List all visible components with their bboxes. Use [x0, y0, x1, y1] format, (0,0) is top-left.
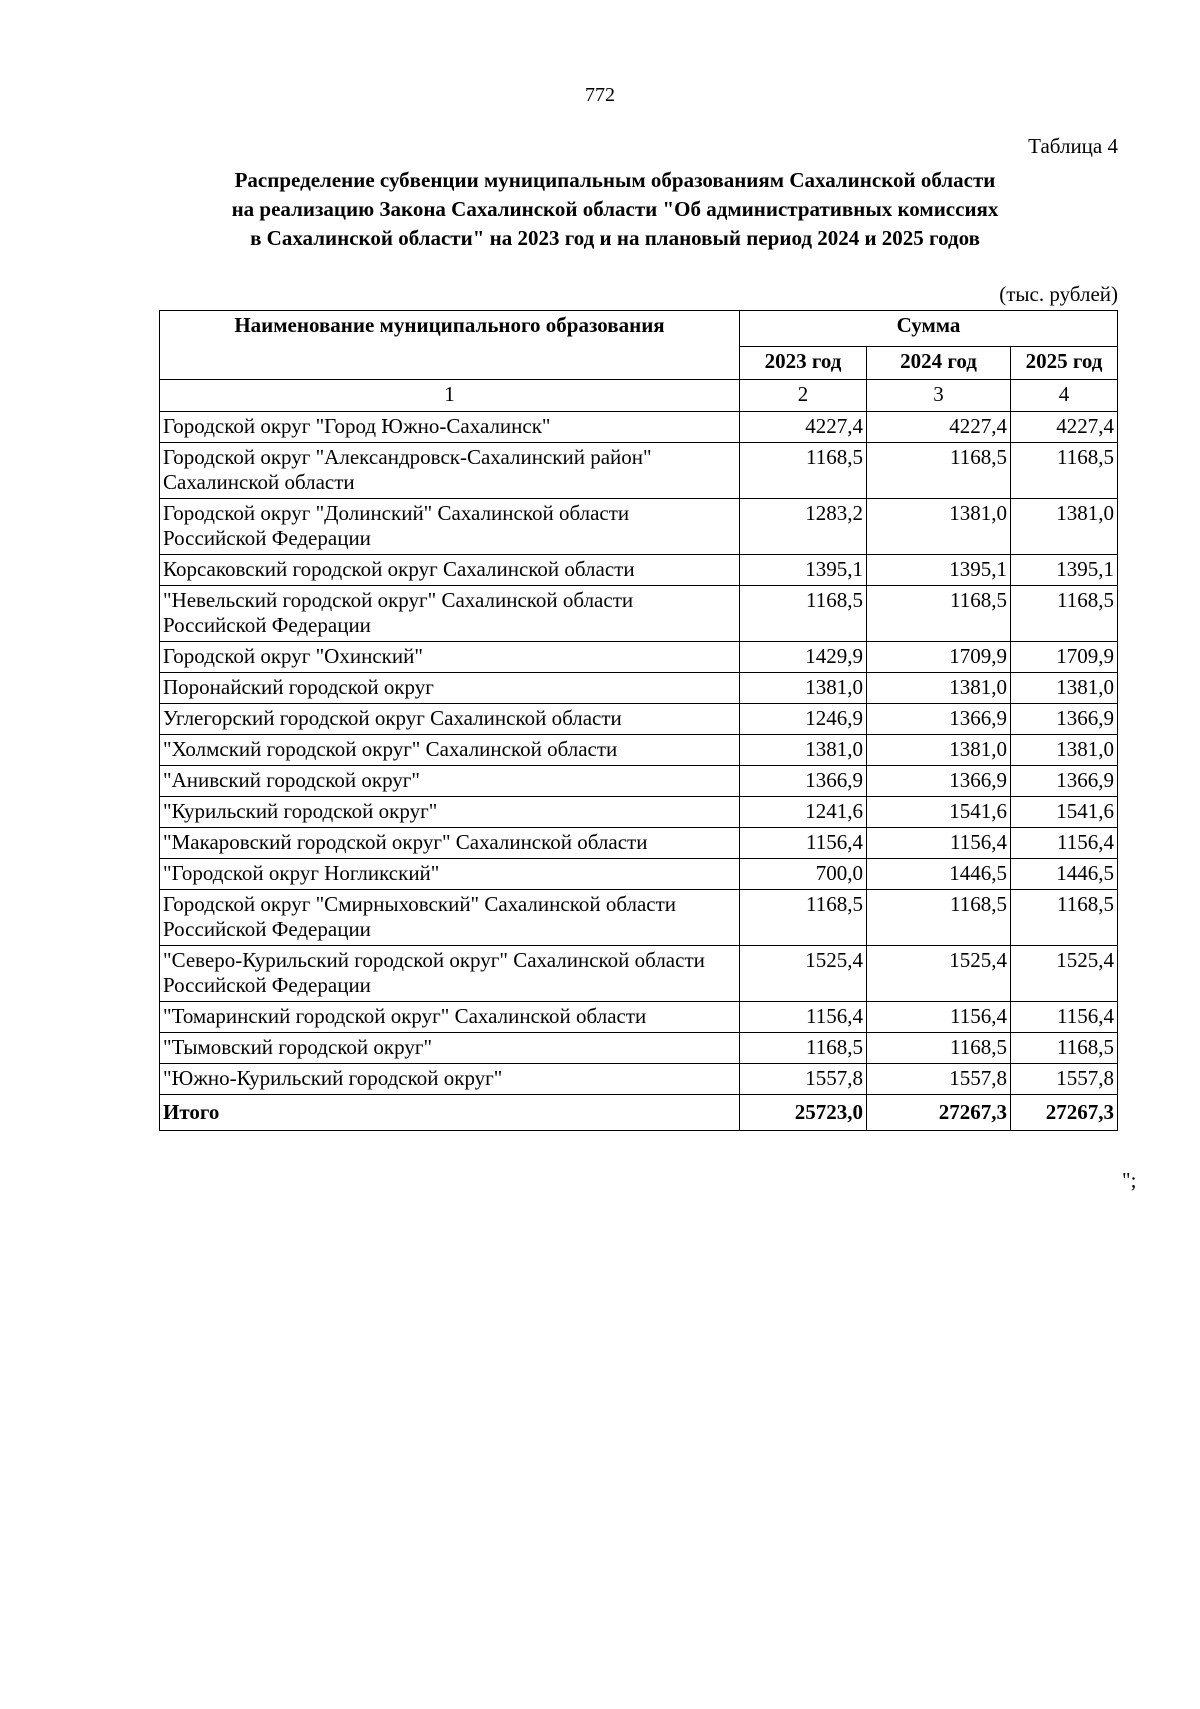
header-year-2025: 2025 год — [1011, 347, 1118, 380]
table-row — [160, 499, 1118, 555]
table-row — [160, 946, 1118, 1002]
column-number: 1 — [160, 380, 740, 412]
amount-2024: 1366,9 — [867, 766, 1011, 797]
municipality-name: Углегорский городской округ Сахалинской области — [160, 704, 740, 735]
municipality-name: "Томаринский городской округ" Сахалинской области — [160, 1002, 740, 1033]
table-row — [160, 828, 1118, 859]
amount-2024: 1156,4 — [867, 1002, 1011, 1033]
closing-quote-mark: "; — [1122, 1168, 1137, 1192]
amount-2025: 1395,1 — [1011, 555, 1118, 586]
table-row — [160, 555, 1118, 586]
total-row — [160, 1095, 1118, 1131]
amount-2024: 1366,9 — [867, 704, 1011, 735]
amount-2023: 1525,4 — [740, 946, 867, 1002]
amount-2024: 4227,4 — [867, 412, 1011, 443]
table-body — [160, 412, 1118, 1095]
header-name: Наименование муниципального образования — [160, 311, 740, 380]
amount-2025: 1541,6 — [1011, 797, 1118, 828]
page-number: 772 — [585, 84, 615, 106]
subvention-table — [159, 310, 1118, 1131]
title-line-1: Распределение субвенции муниципальным образованиям Сахалинской области — [234, 168, 996, 192]
total-value-2025: 27267,3 — [1011, 1095, 1118, 1131]
table-row — [160, 1064, 1118, 1095]
amount-2023: 1168,5 — [740, 586, 867, 642]
table-row — [160, 443, 1118, 499]
municipality-name: Поронайский городской округ — [160, 673, 740, 704]
amount-2023: 1557,8 — [740, 1064, 867, 1095]
table-row — [160, 735, 1118, 766]
municipality-name: Городской округ "Город Южно-Сахалинск" — [160, 412, 740, 443]
municipality-name: "Курильский городской округ" — [160, 797, 740, 828]
header-year-2024: 2024 год — [867, 347, 1011, 380]
amount-2023: 1168,5 — [740, 1033, 867, 1064]
column-number-row — [160, 380, 1118, 412]
table-row — [160, 1033, 1118, 1064]
municipality-name: Городской округ "Александровск-Сахалинский район" Сахалинской области — [160, 443, 740, 499]
table-row — [160, 766, 1118, 797]
amount-2024: 1168,5 — [867, 586, 1011, 642]
table-row — [160, 859, 1118, 890]
column-number: 2 — [740, 380, 867, 412]
municipality-name: Городской округ "Смирныховский" Сахалинской области Российской Федерации — [160, 890, 740, 946]
municipality-name: "Макаровский городской округ" Сахалинской области — [160, 828, 740, 859]
amount-2025: 1381,0 — [1011, 499, 1118, 555]
municipality-name: Городской округ "Долинский" Сахалинской области Российской Федерации — [160, 499, 740, 555]
amount-2023: 700,0 — [740, 859, 867, 890]
amount-2024: 1381,0 — [867, 673, 1011, 704]
amount-2025: 1709,9 — [1011, 642, 1118, 673]
amount-2025: 1168,5 — [1011, 443, 1118, 499]
amount-2025: 1446,5 — [1011, 859, 1118, 890]
amount-2023: 1381,0 — [740, 735, 867, 766]
amount-2024: 1156,4 — [867, 828, 1011, 859]
municipality-name: "Северо-Курильский городской округ" Сахалинской области Российской Федерации — [160, 946, 740, 1002]
amount-2023: 1429,9 — [740, 642, 867, 673]
amount-2023: 1381,0 — [740, 673, 867, 704]
amount-2024: 1395,1 — [867, 555, 1011, 586]
amount-2025: 1168,5 — [1011, 586, 1118, 642]
amount-2025: 1381,0 — [1011, 673, 1118, 704]
amount-2025: 4227,4 — [1011, 412, 1118, 443]
table-row — [160, 412, 1118, 443]
amount-2023: 1366,9 — [740, 766, 867, 797]
amount-2025: 1525,4 — [1011, 946, 1118, 1002]
title-line-2: на реализацию Закона Сахалинской области "Об административных комиссиях — [231, 197, 999, 221]
amount-2025: 1168,5 — [1011, 890, 1118, 946]
table-row — [160, 673, 1118, 704]
amount-2024: 1446,5 — [867, 859, 1011, 890]
amount-2023: 1241,6 — [740, 797, 867, 828]
amount-2025: 1156,4 — [1011, 1002, 1118, 1033]
header-sum: Сумма — [740, 311, 1118, 347]
amount-2023: 1283,2 — [740, 499, 867, 555]
amount-2024: 1525,4 — [867, 946, 1011, 1002]
amount-2025: 1381,0 — [1011, 735, 1118, 766]
amount-2024: 1168,5 — [867, 890, 1011, 946]
municipality-name: "Тымовский городской округ" — [160, 1033, 740, 1064]
total-value-2023: 25723,0 — [740, 1095, 867, 1131]
amount-2023: 1156,4 — [740, 1002, 867, 1033]
table-row — [160, 704, 1118, 735]
total-value-2024: 27267,3 — [867, 1095, 1011, 1131]
column-number: 3 — [867, 380, 1011, 412]
municipality-name: "Анивский городской округ" — [160, 766, 740, 797]
amount-2025: 1168,5 — [1011, 1033, 1118, 1064]
column-number: 4 — [1011, 380, 1118, 412]
amount-2024: 1381,0 — [867, 735, 1011, 766]
table-row — [160, 890, 1118, 946]
amount-2024: 1557,8 — [867, 1064, 1011, 1095]
amount-2024: 1381,0 — [867, 499, 1011, 555]
unit-label: (тыс. рублей) — [999, 282, 1118, 306]
amount-2025: 1366,9 — [1011, 704, 1118, 735]
amount-2025: 1557,8 — [1011, 1064, 1118, 1095]
amount-2023: 1156,4 — [740, 828, 867, 859]
table-row — [160, 586, 1118, 642]
municipality-name: "Южно-Курильский городской округ" — [160, 1064, 740, 1095]
amount-2024: 1168,5 — [867, 443, 1011, 499]
municipality-name: Городской округ "Охинский" — [160, 642, 740, 673]
amount-2023: 1395,1 — [740, 555, 867, 586]
amount-2023: 1168,5 — [740, 890, 867, 946]
document-title — [140, 166, 1090, 253]
table-row — [160, 797, 1118, 828]
table-row — [160, 642, 1118, 673]
amount-2023: 1168,5 — [740, 443, 867, 499]
amount-2024: 1541,6 — [867, 797, 1011, 828]
municipality-name: Корсаковский городской округ Сахалинской области — [160, 555, 740, 586]
title-line-3: в Сахалинской области" на 2023 год и на плановый период 2024 и 2025 годов — [250, 226, 980, 250]
amount-2025: 1366,9 — [1011, 766, 1118, 797]
amount-2024: 1168,5 — [867, 1033, 1011, 1064]
municipality-name: "Невельский городской округ" Сахалинской области Российской Федерации — [160, 586, 740, 642]
amount-2023: 4227,4 — [740, 412, 867, 443]
table-label: Таблица 4 — [1028, 134, 1118, 158]
amount-2025: 1156,4 — [1011, 828, 1118, 859]
municipality-name: "Городской округ Ногликский" — [160, 859, 740, 890]
amount-2024: 1709,9 — [867, 642, 1011, 673]
total-label: Итого — [160, 1095, 740, 1131]
amount-2023: 1246,9 — [740, 704, 867, 735]
table-row — [160, 1002, 1118, 1033]
municipality-name: "Холмский городской округ" Сахалинской области — [160, 735, 740, 766]
header-year-2023: 2023 год — [740, 347, 867, 380]
